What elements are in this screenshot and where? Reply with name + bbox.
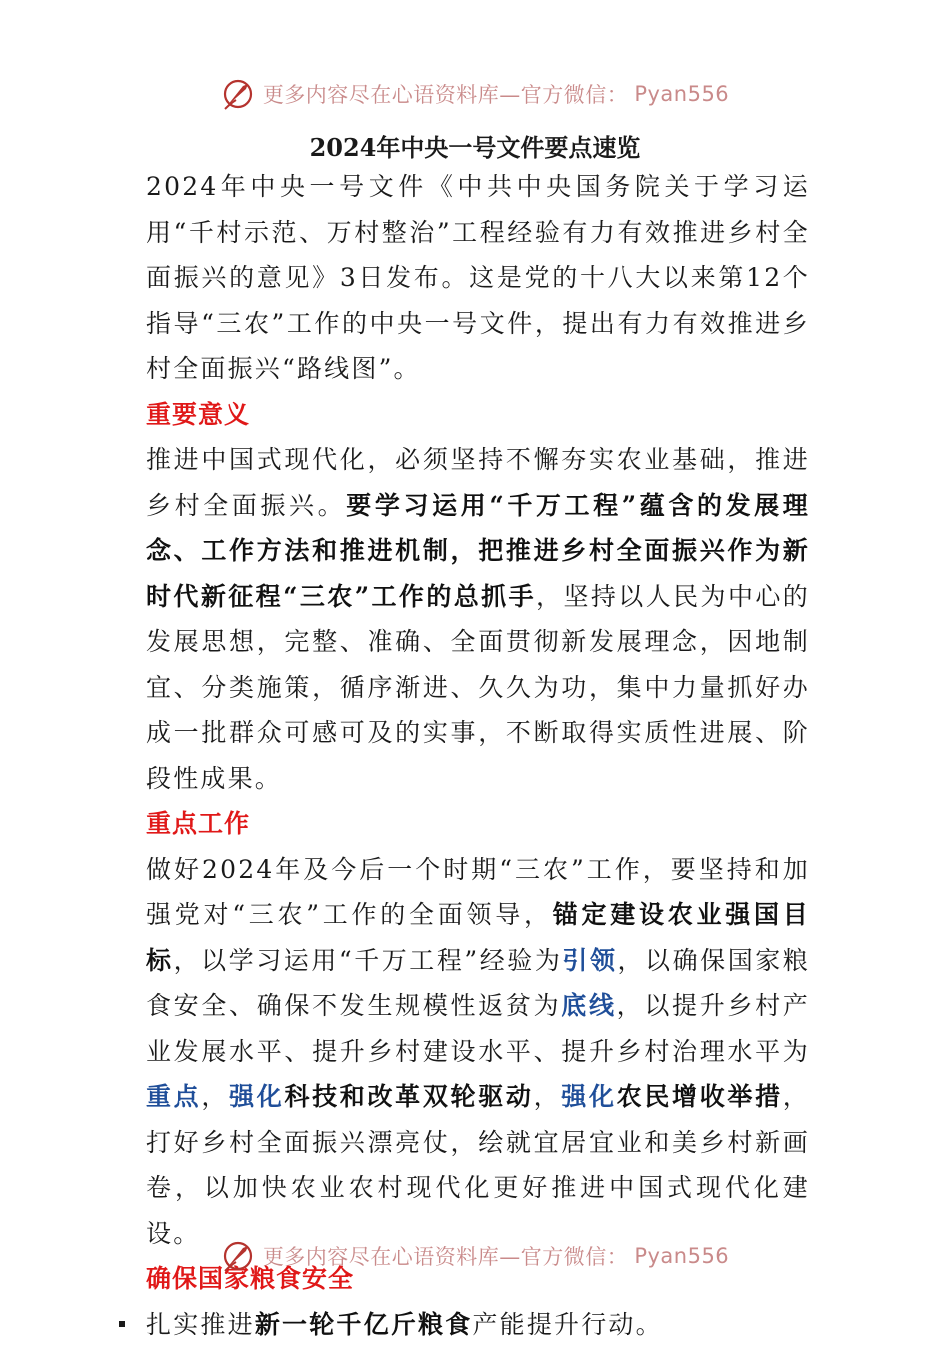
key-work-text-1: 做好2024年及今后一个时期“三农”工作，要坚持和加强党对“三农”工作的全面领导， — [146, 855, 810, 930]
significance-text-a: 推进中国式现代化，必须坚持不懈夯实农业基础，推进乡村全面振兴。 — [146, 445, 810, 520]
key-work-paragraph — [146, 847, 810, 1257]
key-work-text-6: ， — [534, 1082, 562, 1111]
keyword-focus: 重点 — [146, 1082, 201, 1111]
key-work-bold-drive: 科技和改革双轮驱动 — [284, 1082, 533, 1111]
pen-logo-icon — [221, 1238, 257, 1274]
key-work-bold-goal: 锚定建设农业强国目标 — [146, 900, 810, 975]
keyword-bottom-line: 底线 — [561, 991, 616, 1020]
pen-logo-icon — [221, 76, 257, 112]
significance-paragraph — [146, 437, 810, 801]
significance-text-b: ，坚持以人民为中心的发展思想，完整、准确、全面贯彻新发展理念，因地制宜、分类施策，循序渐进、久久为功，集中力量抓好办成一批群众可感可及的实事，不断取得实质性进展、阶段性成果。 — [146, 582, 810, 793]
watermark-wechat-id: Pyan556 — [634, 1244, 729, 1268]
key-work-text-3: ，以确保国家粮食安全、确保不发生规模性返贫为 — [146, 946, 810, 1021]
key-work-text-2: ，以学习运用“千万工程”经验为 — [174, 946, 563, 975]
watermark-text: 更多内容尽在心语资料库—官方微信： — [263, 79, 629, 109]
keyword-strengthen-2: 强化 — [561, 1082, 616, 1111]
section-heading-significance: 重要意义 — [146, 392, 810, 438]
keyword-guide: 引领 — [562, 946, 617, 975]
watermark-footer — [0, 1238, 950, 1274]
watermark-wechat-id: Pyan556 — [634, 82, 729, 106]
watermark-text: 更多内容尽在心语资料库—官方微信： — [263, 1241, 629, 1271]
bullet-square-icon — [119, 1321, 125, 1327]
significance-bold-text: 要学习运用“千万工程”蕴含的发展理念、工作方法和推进机制，把推进乡村全面振兴作为新时代新征程“三农”工作的总抓手 — [146, 491, 810, 611]
bullet-text-a: 扎实推进 — [146, 1310, 255, 1339]
key-work-text-7: ，打好乡村全面振兴漂亮仗，绘就宜居宜业和美乡村新画卷，以加快农业农村现代化更好推进中国式现代化建设。 — [146, 1082, 810, 1248]
section-heading-food-security: 确保国家粮食安全 — [146, 1256, 810, 1302]
key-work-text-5: ， — [201, 1082, 229, 1111]
key-work-bold-income: 农民增收举措 — [617, 1082, 783, 1111]
bullet-text-b: 产能提升行动。 — [472, 1310, 662, 1339]
list-item — [146, 1302, 810, 1347]
bullet-bold-text: 新一轮千亿斤粮食 — [255, 1310, 473, 1339]
watermark-header — [0, 76, 950, 112]
section-heading-key-work: 重点工作 — [146, 801, 810, 847]
document-body — [146, 164, 810, 1347]
key-work-text-4: ，以提升乡村产业发展水平、提升乡村建设水平、提升乡村治理水平为 — [146, 991, 810, 1066]
document-title: 2024年中央一号文件要点速览 — [0, 128, 950, 163]
keyword-strengthen-1: 强化 — [229, 1082, 284, 1111]
intro-paragraph: 2024年中央一号文件《中共中央国务院关于学习运用“千村示范、万村整治”工程经验有力有效推进乡村全面振兴的意见》3日发布。这是党的十八大以来第12个指导“三农”工作的中央一号文件，提出有力有效推进乡村全面振兴“路线图”。 — [146, 164, 810, 392]
